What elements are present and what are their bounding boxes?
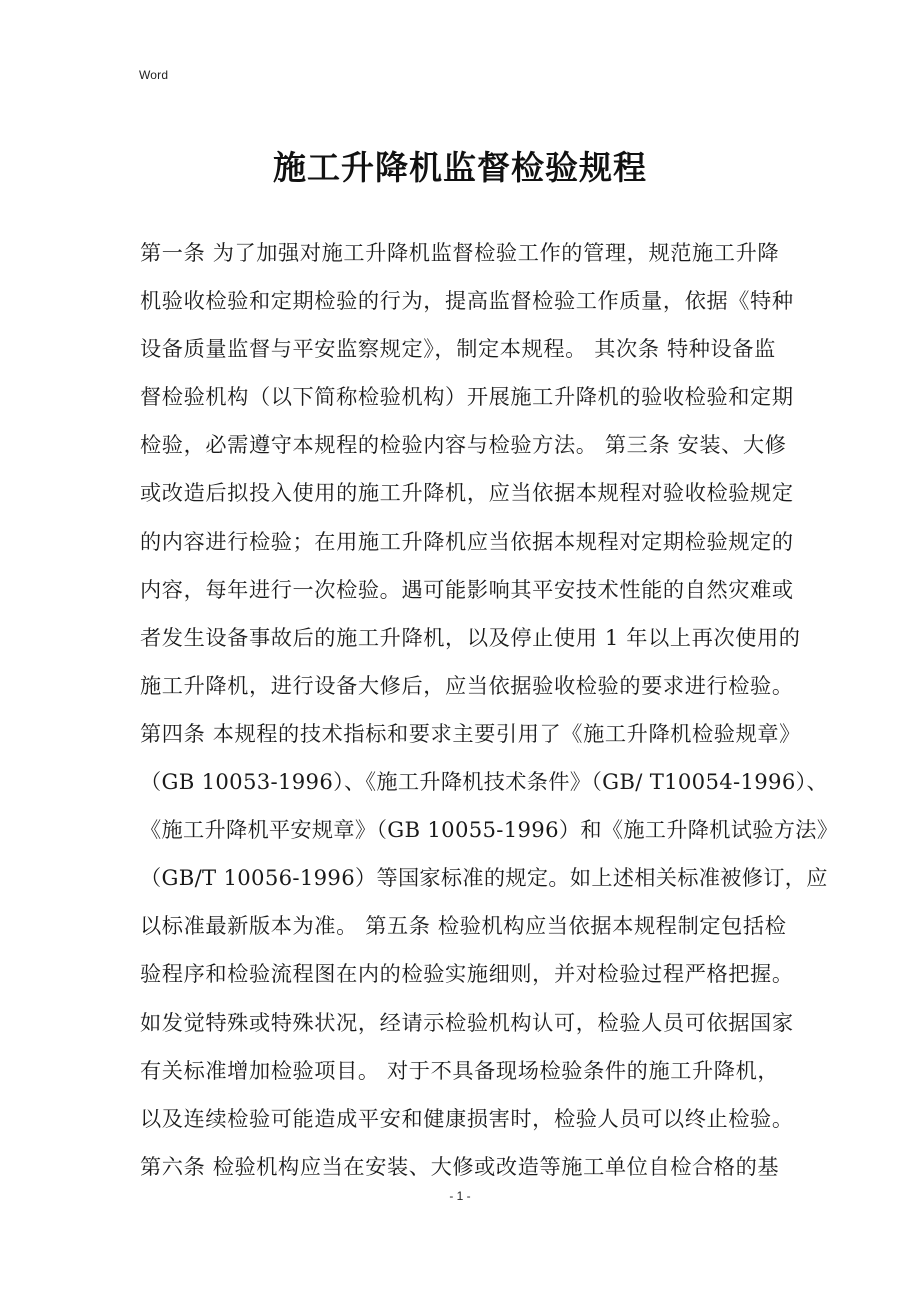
body-line: 《施工升降机平安规章》（GB 10055-1996）和《施工升降机试验方法》 bbox=[140, 817, 839, 843]
body-line: 第四条 本规程的技术指标和要求主要引用了《施工升降机检验规章》 bbox=[140, 720, 801, 746]
document-header-label: Word bbox=[139, 68, 169, 82]
document-body bbox=[140, 229, 839, 1191]
body-line: 以及连续检验可能造成平安和健康损害时，检验人员可以终止检验。 bbox=[140, 1105, 794, 1131]
body-line: （GB/T 10056-1996）等国家标准的规定。如上述相关标准被修订，应 bbox=[140, 865, 828, 891]
body-line: 或改造后拟投入使用的施工升降机，应当依据本规程对验收检验规定 bbox=[140, 480, 794, 506]
body-line: 验程序和检验流程图在内的检验实施细则，并对检验过程严格把握。 bbox=[140, 961, 794, 987]
body-line: 机验收检验和定期检验的行为，提高监督检验工作质量，依据《特种 bbox=[140, 288, 794, 314]
body-line: 施工升降机，进行设备大修后，应当依据验收检验的要求进行检验。 bbox=[140, 672, 794, 698]
body-line: 第一条 为了加强对施工升降机监督检验工作的管理，规范施工升降 bbox=[140, 240, 780, 265]
body-line: 有关标准增加检验项目。 对于不具备现场检验条件的施工升降机， bbox=[140, 1057, 780, 1083]
body-line: 督检验机构（以下简称检验机构）开展施工升降机的验收检验和定期 bbox=[140, 384, 794, 410]
body-line: 检验，必需遵守本规程的检验内容与检验方法。 第三条 安装、大修 bbox=[140, 432, 787, 458]
document-title: 施工升降机监督检验规程 bbox=[273, 148, 647, 187]
body-line: 内容，每年进行一次检验。遇可能影响其平安技术性能的自然灾难或 bbox=[140, 576, 794, 602]
body-line: 第六条 检验机构应当在安装、大修或改造等施工单位自检合格的基 bbox=[140, 1153, 780, 1179]
body-line: 者发生设备事故后的施工升降机，以及停止使用 1 年以上再次使用的 bbox=[140, 624, 801, 650]
body-line: 的内容进行检验；在用施工升降机应当依据本规程对定期检验规定的 bbox=[140, 528, 794, 554]
body-line: 如发觉特殊或特殊状况，经请示检验机构认可，检验人员可依据国家 bbox=[140, 1009, 794, 1035]
body-line: 设备质量监督与平安监察规定》，制定本规程。 其次条 特种设备监 bbox=[140, 336, 776, 362]
body-line: 以标准最新版本为准。 第五条 检验机构应当依据本规程制定包括检 bbox=[140, 913, 787, 939]
body-line: （GB 10053-1996）、《施工升降机技术条件》（GB/ T10054-1996）、 bbox=[140, 769, 828, 795]
page-number: - 1 - bbox=[449, 1189, 471, 1203]
